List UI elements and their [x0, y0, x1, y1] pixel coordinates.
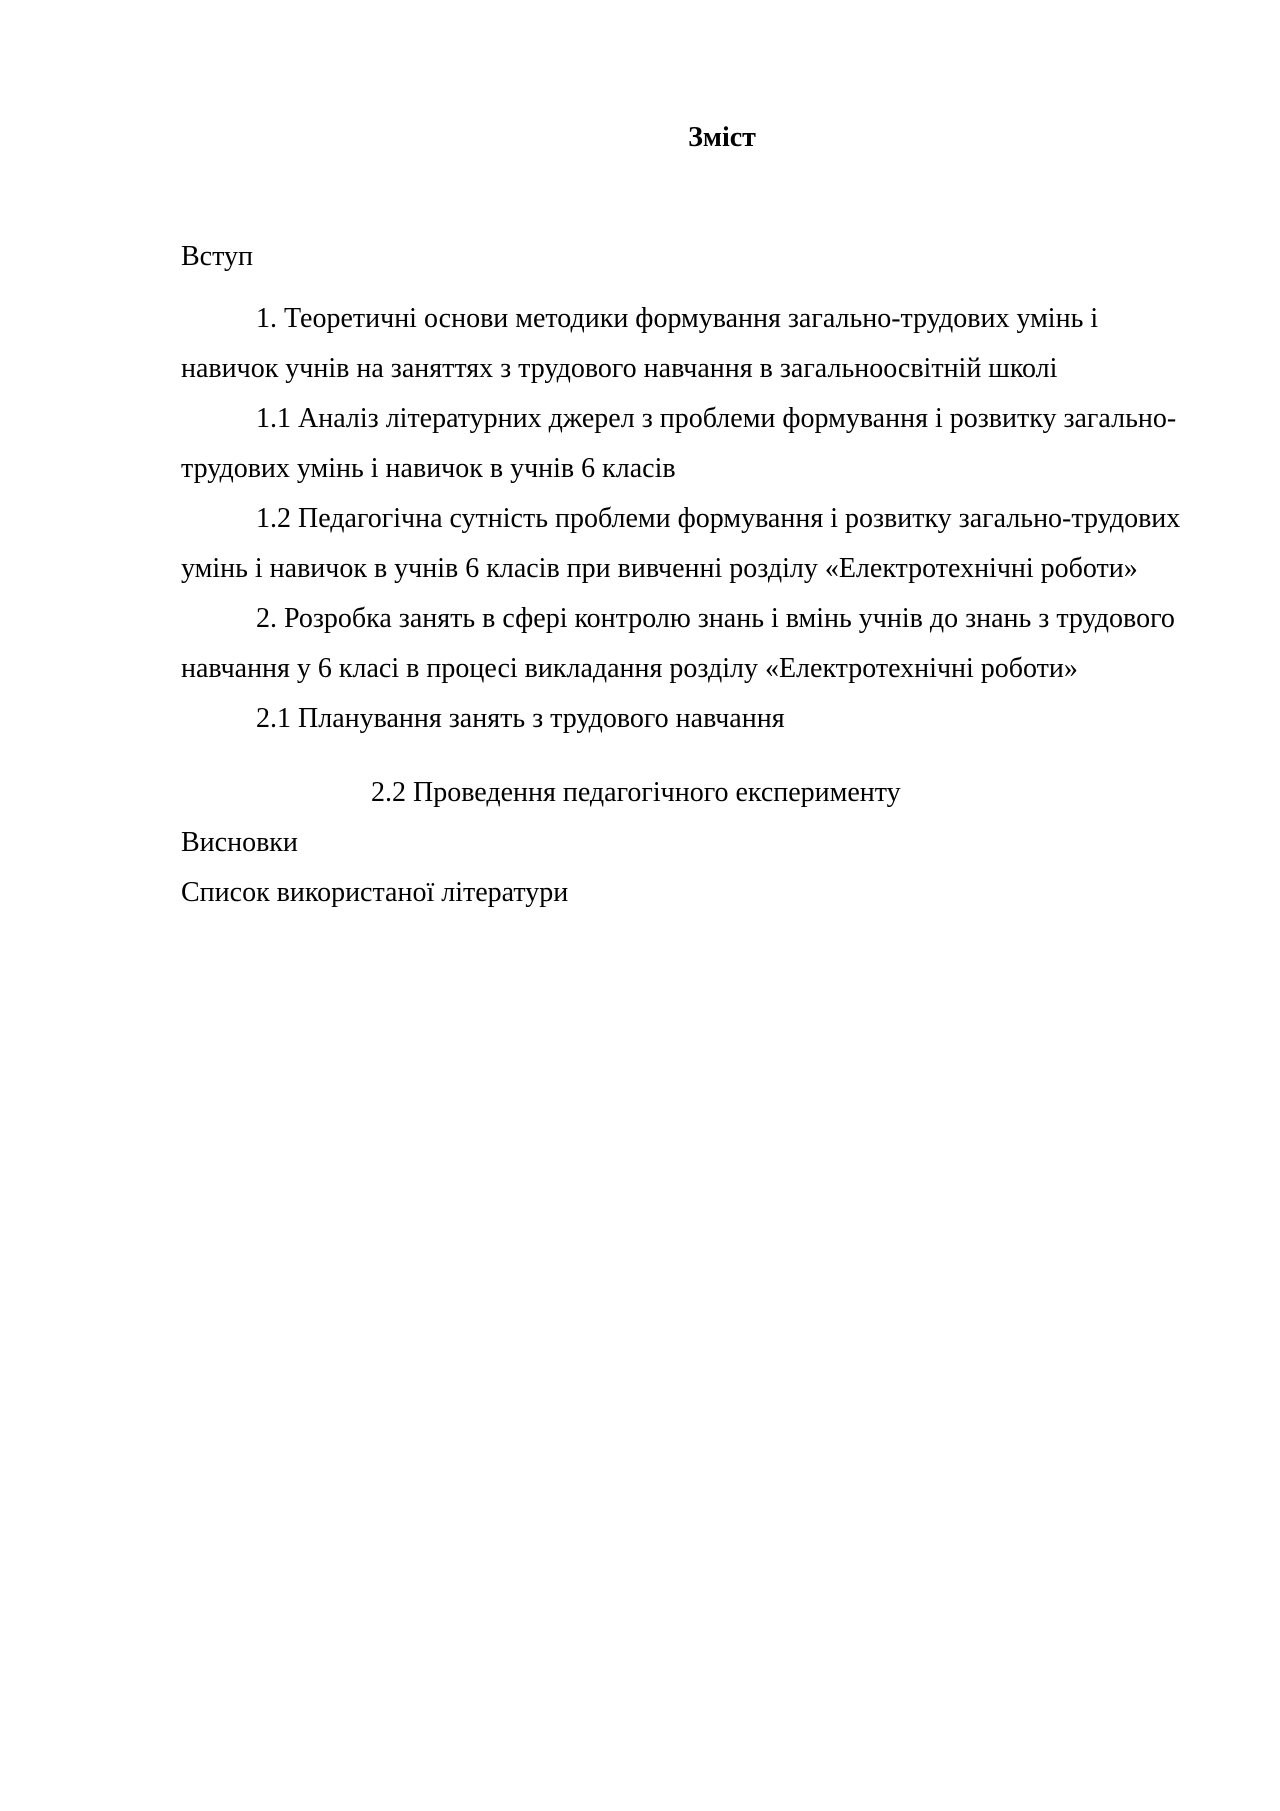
toc-entry-section-1-2: 1.2 Педагогічна сутність проблеми формування і розвитку загально-трудових умінь і навичок в учнів 6 класів при вивченні розділу «Електротехнічні роботи»: [181, 503, 1181, 584]
table-of-contents: [181, 232, 1181, 918]
toc-entry-section-2-1: 2.1 Планування занять з трудового навчання: [256, 703, 785, 734]
toc-entry-introduction: Вступ: [181, 241, 253, 272]
toc-entry-section-1-1: 1.1 Аналіз літературних джерел з проблеми формування і розвитку загально-трудових умінь і навичок в учнів 6 класів: [181, 403, 1177, 484]
page-title: Зміст: [688, 122, 756, 153]
toc-entry-chapter-2: 2. Розробка занять в сфері контролю знань і вмінь учнів до знань з трудового навчання у 6 класі в процесі викладання розділу «Електротехнічні роботи»: [181, 603, 1175, 684]
toc-entry-bibliography: Список використаної літератури: [181, 877, 569, 908]
toc-entry-conclusions: Висновки: [181, 827, 298, 858]
toc-entry-section-2-2: 2.2 Проведення педагогічного експерименту: [371, 777, 901, 808]
toc-entry-chapter-1: 1. Теоретичні основи методики формування загально-трудових умінь і навичок учнів на заняттях з трудового навчання в загальноосвітній школі: [181, 303, 1099, 384]
